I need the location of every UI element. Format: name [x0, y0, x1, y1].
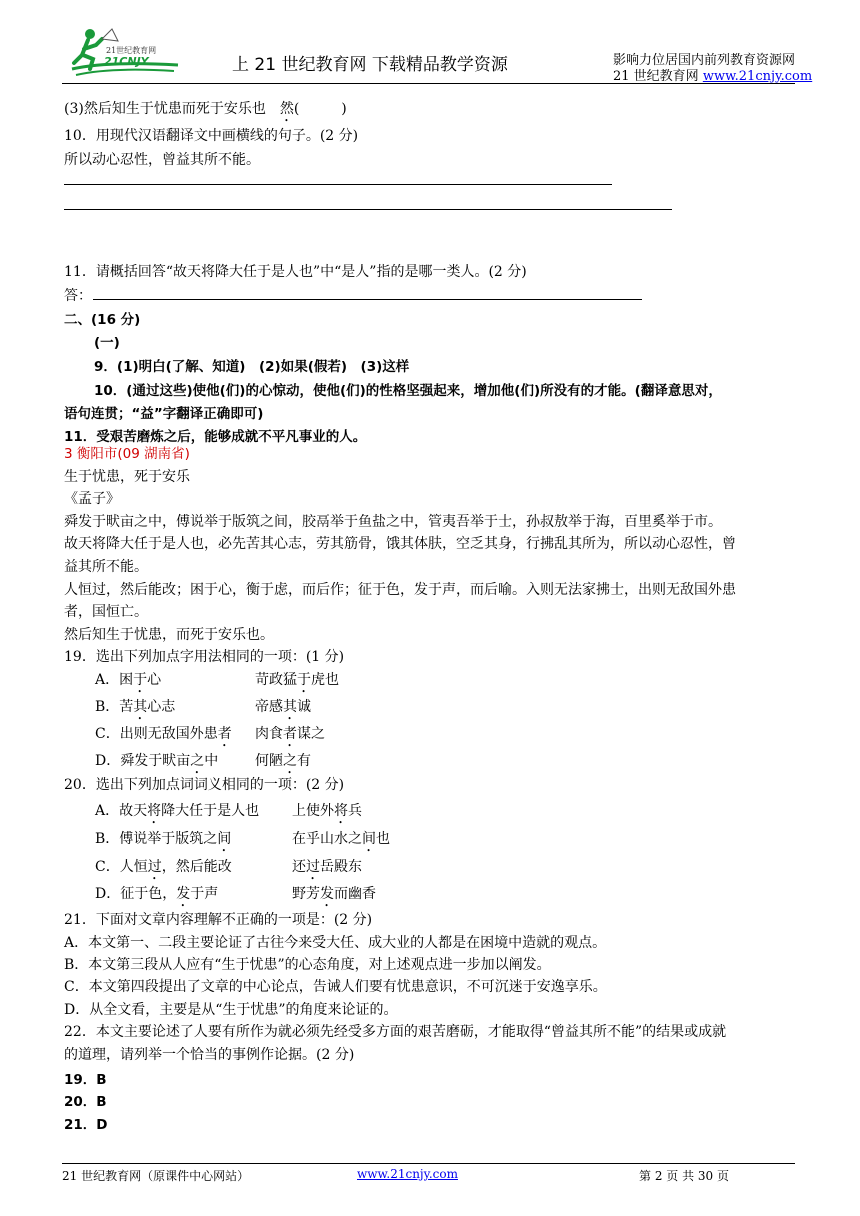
answer-10-line-1: 10．(通过这些)使他(们)的心惊动，使他(们)的性格坚强起来，增加他(们)所没有的才能。(翻译意思对， [94, 383, 722, 399]
q20-c-right-dot: 过 [306, 859, 320, 875]
header-title: 上 21 世纪教育网 下载精品教学资源 [232, 55, 508, 75]
q20-option-c-right [292, 856, 362, 883]
q21-option-b: B．本文第三段从人应有“生于忧患”的心态角度，对上述观点进一步加以阐发。 [64, 957, 551, 973]
answer-20: 20．B [64, 1094, 107, 1110]
answer-10-line-2: 语句连贯；“益”字翻译正确即可) [64, 406, 264, 422]
q19-a-left-text: A．困 [95, 672, 134, 688]
q21-option-d: D．从全文看，主要是从“生于忧患”的角度来论证的。 [64, 1002, 398, 1018]
header-site [613, 65, 812, 84]
q19-b-right-rest: 诚 [297, 699, 311, 715]
q19-d-left-dot: 之 [190, 753, 205, 769]
q19-option-b-left [95, 696, 175, 723]
q19-option-d-left [95, 750, 218, 777]
q10-answer-line-1[interactable] [64, 184, 612, 185]
q19-option-c-left [95, 723, 232, 750]
q19-b-left-dot: 其 [133, 699, 148, 715]
q19-option-d-right [255, 750, 311, 777]
q19-option-c-right [255, 723, 325, 750]
q3-blank: ( ) [293, 101, 347, 117]
answer-21: 21．D [64, 1117, 108, 1133]
q19-c-left-text: C．出则无敌国外患 [95, 726, 218, 742]
q19-b-left-rest: 心志 [147, 699, 176, 715]
q19-d-left-rest: 中 [204, 753, 219, 769]
q10-sentence: 所以动心忍性，曾益其所不能。 [64, 152, 260, 168]
q19-d-right-dot: 之 [283, 753, 297, 769]
q3-dotted-char: 然 [279, 101, 294, 117]
q20-c-right-rest: 岳殿东 [320, 859, 362, 875]
q19-a-left-dot: 于 [133, 672, 148, 688]
q20-c-left-dot: 过 [147, 859, 162, 875]
q11-answer-label: 答： [64, 288, 92, 304]
answer-11: 11．受艰苦磨炼之后，能够成就不平凡事业的人。 [64, 429, 367, 445]
section-two-heading: 二、(16 分) [64, 312, 141, 328]
q20-d-left-dot: 发 [176, 886, 191, 902]
header-site-link[interactable]: www.21cnjy.com [702, 69, 813, 84]
passage-paragraph-2-line-1: 故天将降大任于是人也，必先苦其心志，劳其筋骨，饿其体肤，空乏其身，行拂乱其所为，所以动心忍性，曾 [64, 536, 736, 552]
q20-b-left-text: B．傅说举于版筑之 [95, 831, 218, 847]
q19-option-a-right [255, 669, 339, 696]
q20-option-a-right [292, 800, 362, 827]
q19-a-right-rest: 虎也 [311, 672, 339, 688]
q20-c-left-rest: ，然后能改 [161, 859, 232, 875]
q20-d-left-rest: 于声 [190, 886, 219, 902]
q10-prompt: 10．用现代汉语翻译文中画横线的句子。(2 分) [64, 128, 359, 144]
part-one-heading: (一) [94, 335, 120, 351]
header-site-prefix: 21 世纪教育网 [613, 69, 703, 84]
q20-b-right-rest: 也 [376, 831, 390, 847]
q21-option-a: A．本文第一、二段主要论证了古往今来受大任、成大业的人都是在困境中造就的观点。 [64, 935, 607, 951]
q20-a-left-rest: 降大任于是人也 [161, 803, 260, 819]
q20-c-left-text: C．人恒 [95, 859, 148, 875]
q20-b-left-dot: 间 [217, 831, 232, 847]
passage-title: 生于忧患，死于安乐 [64, 469, 190, 485]
site-logo [66, 25, 181, 80]
q21-prompt: 21．下面对文章内容理解不正确的一项是：(2 分) [64, 912, 373, 928]
q19-c-right-rest: 谋之 [297, 726, 325, 742]
q20-a-right-dot: 将 [334, 803, 348, 819]
q19-option-a-left [95, 669, 161, 696]
logo-text-bottom: 21CNJY [104, 55, 149, 68]
q20-option-d-right [292, 883, 376, 910]
passage-paragraph-1: 舜发于畎亩之中，傅说举于版筑之间，胶鬲举于鱼盐之中，管夷吾举于士，孙叔敖举于海，百里奚举于市。 [64, 514, 722, 530]
passage-paragraph-2-line-2: 益其所不能。 [64, 559, 148, 575]
header-slogan: 影响力位居国内前列教育资源网 [613, 53, 796, 68]
q20-b-right-dot: 间 [362, 831, 376, 847]
passage-paragraph-3-line-1: 人恒过，然后能改；困于心，衡于虑，而后作；征于色，发于声，而后喻。入则无法家拂士，出则无敌国外患 [64, 582, 736, 598]
q22-prompt-line-2: 的道理，请列举一个恰当的事例作论据。(2 分) [64, 1047, 355, 1063]
q19-option-b-right [255, 696, 311, 723]
q20-option-d-left [95, 883, 218, 910]
q20-b-right-text: 在乎山水之 [292, 831, 362, 847]
q19-a-left-rest: 心 [147, 672, 162, 688]
q3-text: 然后知生于忧患而死于安乐也 [83, 101, 280, 117]
answer-19: 19．B [64, 1072, 107, 1088]
q20-d-left-text: D．征于色， [95, 886, 177, 902]
passage-paragraph-3-line-2: 者，国恒亡。 [64, 604, 148, 620]
logo-text-top: 21世纪教育网 [106, 46, 157, 55]
q11-answer-line[interactable] [93, 299, 642, 300]
q20-d-right-dot: 发 [320, 886, 334, 902]
q19-a-right-dot: 于 [297, 672, 311, 688]
q19-prompt: 19．选出下列加点字用法相同的一项：(1 分) [64, 649, 345, 665]
q19-d-right-rest: 有 [297, 753, 311, 769]
q20-c-right-text: 还 [292, 859, 306, 875]
q20-d-right-rest: 而幽香 [334, 886, 376, 902]
q19-d-right-text: 何陋 [255, 753, 283, 769]
q20-option-a-left [95, 800, 259, 827]
footer-center [357, 1167, 458, 1181]
q22-prompt-line-1: 22．本文主要论述了人要有所作为就必须先经受多方面的艰苦磨砺，才能取得“曾益其所不能”的结果或成就 [64, 1024, 727, 1040]
q20-a-left-dot: 将 [147, 803, 162, 819]
answer-9: 9．(1)明白(了解、知道) (2)如果(假若) (3)这样 [94, 359, 410, 375]
q19-d-left-text: D．舜发于畎亩 [95, 753, 191, 769]
q3-line [64, 98, 347, 125]
q19-b-right-text: 帝感 [255, 699, 283, 715]
q20-a-right-rest: 兵 [348, 803, 362, 819]
passage-paragraph-4: 然后知生于忧患，而死于安乐也。 [64, 627, 274, 643]
q19-b-right-dot: 其 [283, 699, 297, 715]
source-heading: 3 衡阳市(09 湖南省) [64, 446, 190, 462]
q19-c-right-dot: 者 [283, 726, 297, 742]
footer-divider [62, 1163, 795, 1164]
footer-site-link[interactable]: www.21cnjy.com [357, 1167, 458, 1181]
q11-prompt: 11．请概括回答“故天将降大任于是人也”中“是人”指的是哪一类人。(2 分) [64, 264, 527, 280]
q20-a-right-text: 上使外 [292, 803, 334, 819]
q19-c-left-dot: 者 [217, 726, 232, 742]
q20-option-b-left [95, 828, 231, 855]
footer-left: 21 世纪教育网（原课件中心网站） [62, 1169, 250, 1183]
q20-prompt: 20．选出下列加点词词义相同的一项：(2 分) [64, 777, 345, 793]
q19-a-right-text: 苛政猛 [255, 672, 297, 688]
q19-c-right-text: 肉食 [255, 726, 283, 742]
q20-option-b-right [292, 828, 390, 855]
q10-answer-line-2[interactable] [64, 209, 672, 210]
q20-d-right-text: 野芳 [292, 886, 320, 902]
q20-option-c-left [95, 856, 232, 883]
footer-page-number: 第 2 页 共 30 页 [639, 1169, 729, 1183]
passage-author: 《孟子》 [64, 491, 120, 507]
q21-option-c: C．本文第四段提出了文章的中心论点，告诫人们要有忧患意识，不可沉迷于安逸享乐。 [64, 979, 607, 995]
q20-a-left-text: A．故天 [95, 803, 148, 819]
header-divider [62, 83, 795, 84]
q19-b-left-text: B．苦 [95, 699, 134, 715]
q3-prefix: (3) [64, 101, 84, 117]
